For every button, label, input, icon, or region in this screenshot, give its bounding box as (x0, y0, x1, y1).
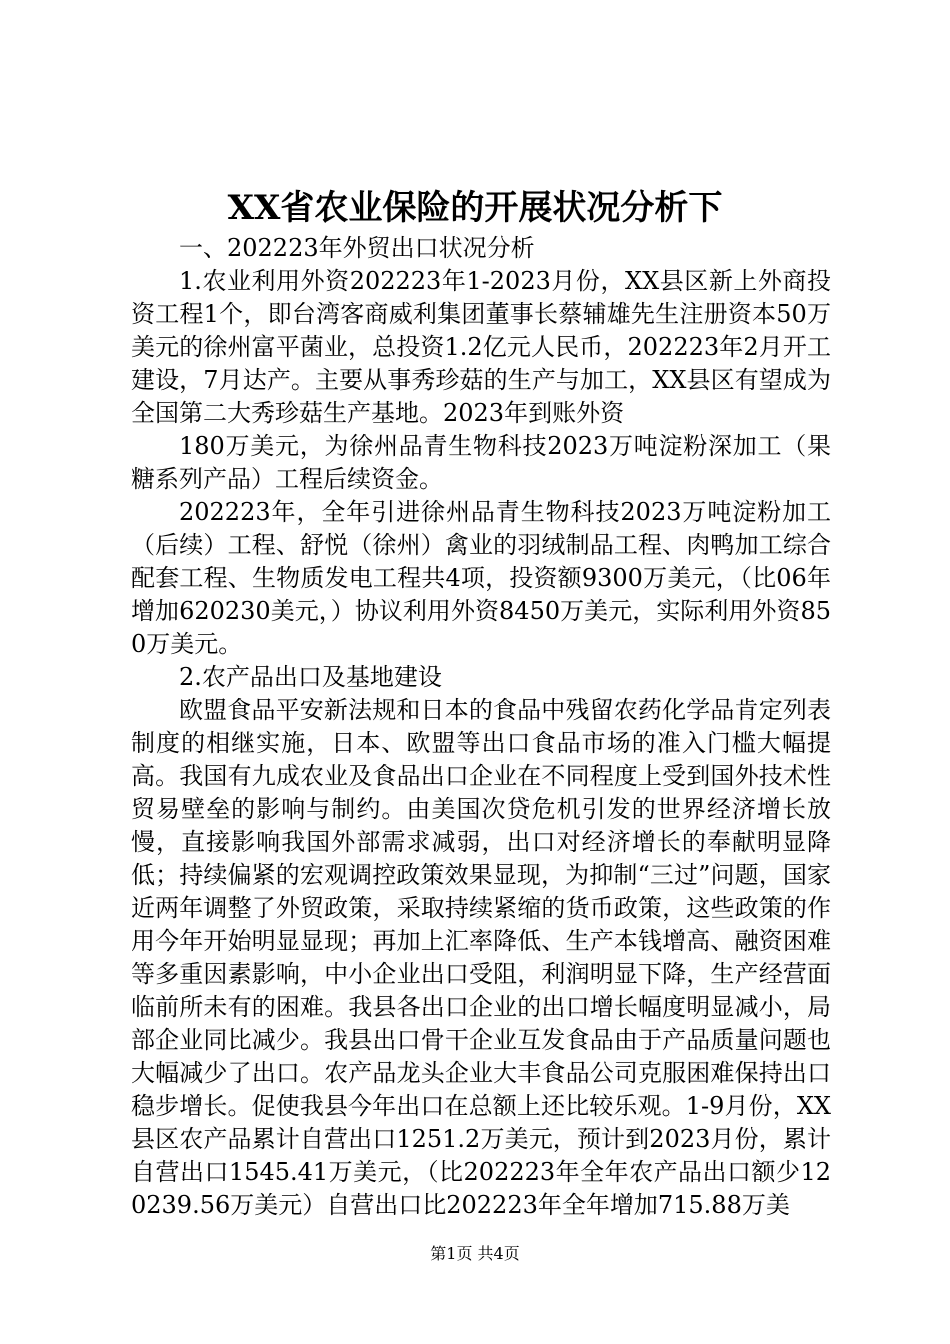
paragraph-annual-projects: 202223年，全年引进徐州品青生物科技2023万吨淀粉加工（后续）工程、舒悦（徐州）禽业的羽绒制品工程、肉鸭加工综合配套工程、生物质发电工程共4项，投资额9300万美元，（比06年增加620230美元，）协议利用外资8450万美元，实际利用外资850万美元。 (131, 498, 831, 658)
page-footer: 第1页 共4页 (430, 1244, 520, 1263)
paragraph-foreign-investment: 1.农业利用外资202223年1-2023月份，XX县区新上外商投资工程1个，即台湾客商威利集团董事长蔡辅雄先生注册资本50万美元的徐州富平菌业，总投资1.2亿元人民币，202223年2月开工建设，7月达产。主要从事秀珍菇的生产与加工，XX县区有望成为全国第二大秀珍菇生产基地。2023年到账外资 (131, 267, 831, 427)
paragraph-funding: 180万美元，为徐州品青生物科技2023万吨淀粉深加工（果糖系列产品）工程后续资金。 (131, 432, 831, 493)
section-heading-foreign-trade: 一、202223年外贸出口状况分析 (179, 234, 535, 262)
document-body (131, 232, 831, 1222)
section-heading-exports: 2.农产品出口及基地建设 (179, 663, 442, 691)
document-title: XX省农业保险的开展状况分析下 (227, 188, 723, 228)
paragraph-export-analysis: 欧盟食品平安新法规和日本的食品中残留农药化学品肯定列表制度的相继实施，日本、欧盟等出口食品市场的准入门槛大幅提高。我国有九成农业及食品出口企业在不同程度上受到国外技术性贸易壁垒的影响与制约。由美国次贷危机引发的世界经济增长放慢，直接影响我国外部需求减弱，出口对经济增长的奉献明显降低；持续偏紧的宏观调控政策效果显现，为抑制“三过”问题，国家近两年调整了外贸政策，采取持续紧缩的货币政策，这些政策的作用今年开始明显显现；再加上汇率降低、生产本钱增高、融资困难等多重因素影响，中小企业出口受阻，利润明显下降，生产经营面临前所未有的困难。我县各出口企业的出口增长幅度明显减小，局部企业同比减少。我县出口骨干企业互发食品由于产品质量问题也大幅减少了出口。农产品龙头企业大丰食品公司克服困难保持出口稳步增长。促使我县今年出口在总额上还比较乐观。1-9月份，XX县区农产品累计自营出口1251.2万美元，预计到2023月份，累计自营出口1545.41万美元，（比202223年全年农产品出口额少120239.56万美元）自营出口比202223年全年增加715.88万美 (131, 696, 831, 1219)
